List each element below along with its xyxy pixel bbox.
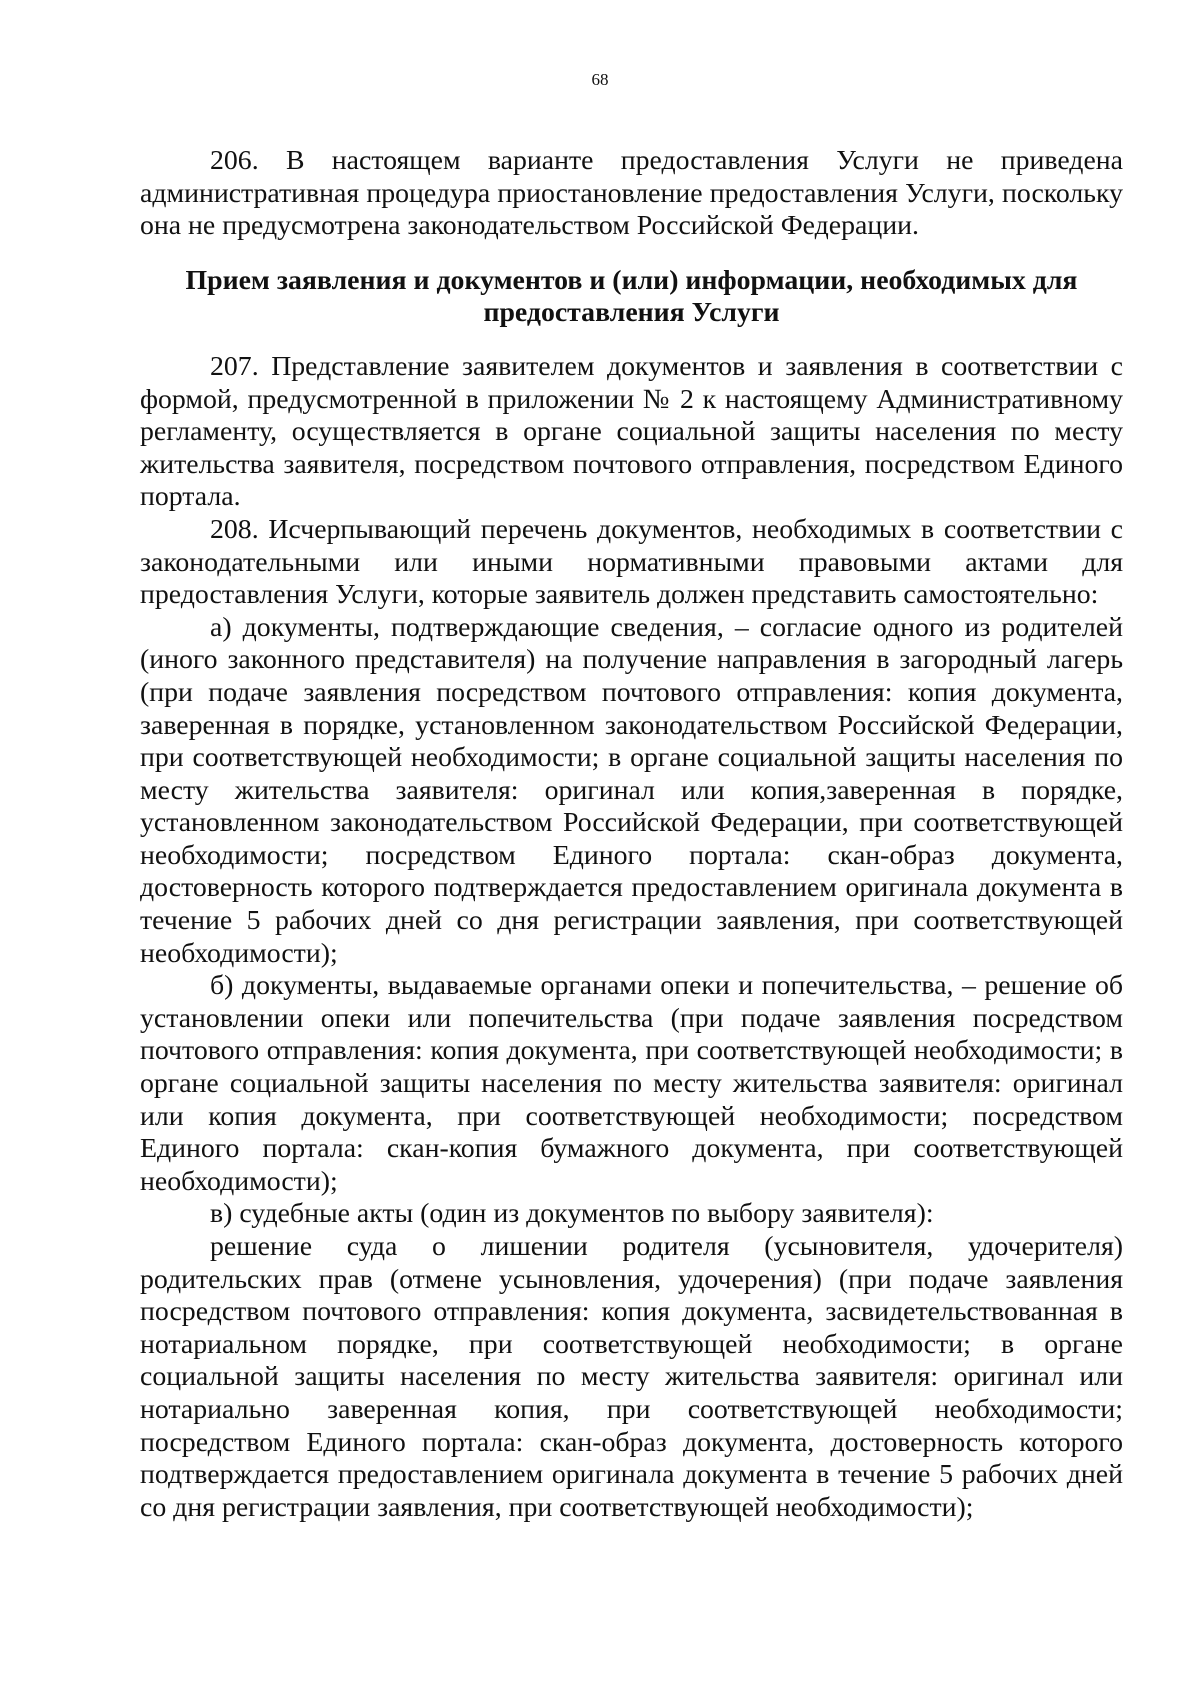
page-number: 68 [591, 70, 609, 89]
section-heading-line-1: Прием заявления и документов и (или) информации, необходимых для [185, 264, 1078, 296]
list-item-a: а) документы, подтверждающие сведения, – согласие одного из родителей (иного законного представителя) на получение направления в загородный лагерь (при подаче заявления посредством почтового отправления: копия документа, заверенная в порядке, установленном законодательством Российской Федерации, при соответствующей необходимости; в органе социальной защиты населения по месту жительства заявителя: оригинал или копия,заверенная в порядке, установленном законодательством Российской Федерации, при соответствующей необходимости; посредством Единого портала: скан-образ документа, достоверность которого подтверждается предоставлением оригинала документа в течение 5 рабочих дней со дня регистрации заявления, при соответствующей необходимости); [140, 611, 1123, 969]
list-item-v-text: решение суда о лишении родителя (усыновителя, удочерителя) родительских прав (отмене усыновления, удочерения) (при подаче заявления посредством почтового отправления: копия документа, засвидетельствованная в нотариальном порядке, при соответствующей необходимости; в органе социальной защиты населения по месту жительства заявителя: оригинал или нотариально заверенная копия, при соответствующей необходимости; посредством Единого портала: скан-образ документа, достоверность которого подтверждается предоставлением оригинала документа в течение 5 рабочих дней со дня регистрации заявления, при соответствующей необходимости); [140, 1231, 1123, 1523]
document-body [140, 145, 1123, 1524]
list-item-b: б) документы, выдаваемые органами опеки и попечительства, – решение об установлении опеки или попечительства (при подаче заявления посредством почтового отправления: копия документа, при соответствующей необходимости; в органе социальной защиты населения по месту жительства заявителя: оригинал или копия документа, при соответствующей необходимости; посредством Единого портала: скан-копия бумажного документа, при соответствующей необходимости); [140, 970, 1123, 1197]
list-item-v: в) судебные акты (один из документов по выбору заявителя): [210, 1198, 934, 1230]
section-heading [140, 265, 1123, 330]
paragraph-206: 206. В настоящем варианте предоставления Услуги не приведена административная процедура приостановление предоставления Услуги, поскольку она не предусмотрена законодательством Российской Федерации. [140, 145, 1123, 242]
paragraph-208: 208. Исчерпывающий перечень документов, необходимых в соответствии с законодательными или иными нормативными правовыми актами для предоставления Услуги, которые заявитель должен представить самостоятельно: [140, 513, 1123, 611]
section-heading-line-2: предоставления Услуги [483, 297, 780, 329]
paragraph-207: 207. Представление заявителем документов и заявления в соответствии с формой, предусмотренной в приложении № 2 к настоящему Административному регламенту, осуществляется в органе социальной защиты населения по месту жительства заявителя, посредством почтового отправления, посредством Единого портала. [140, 350, 1123, 513]
